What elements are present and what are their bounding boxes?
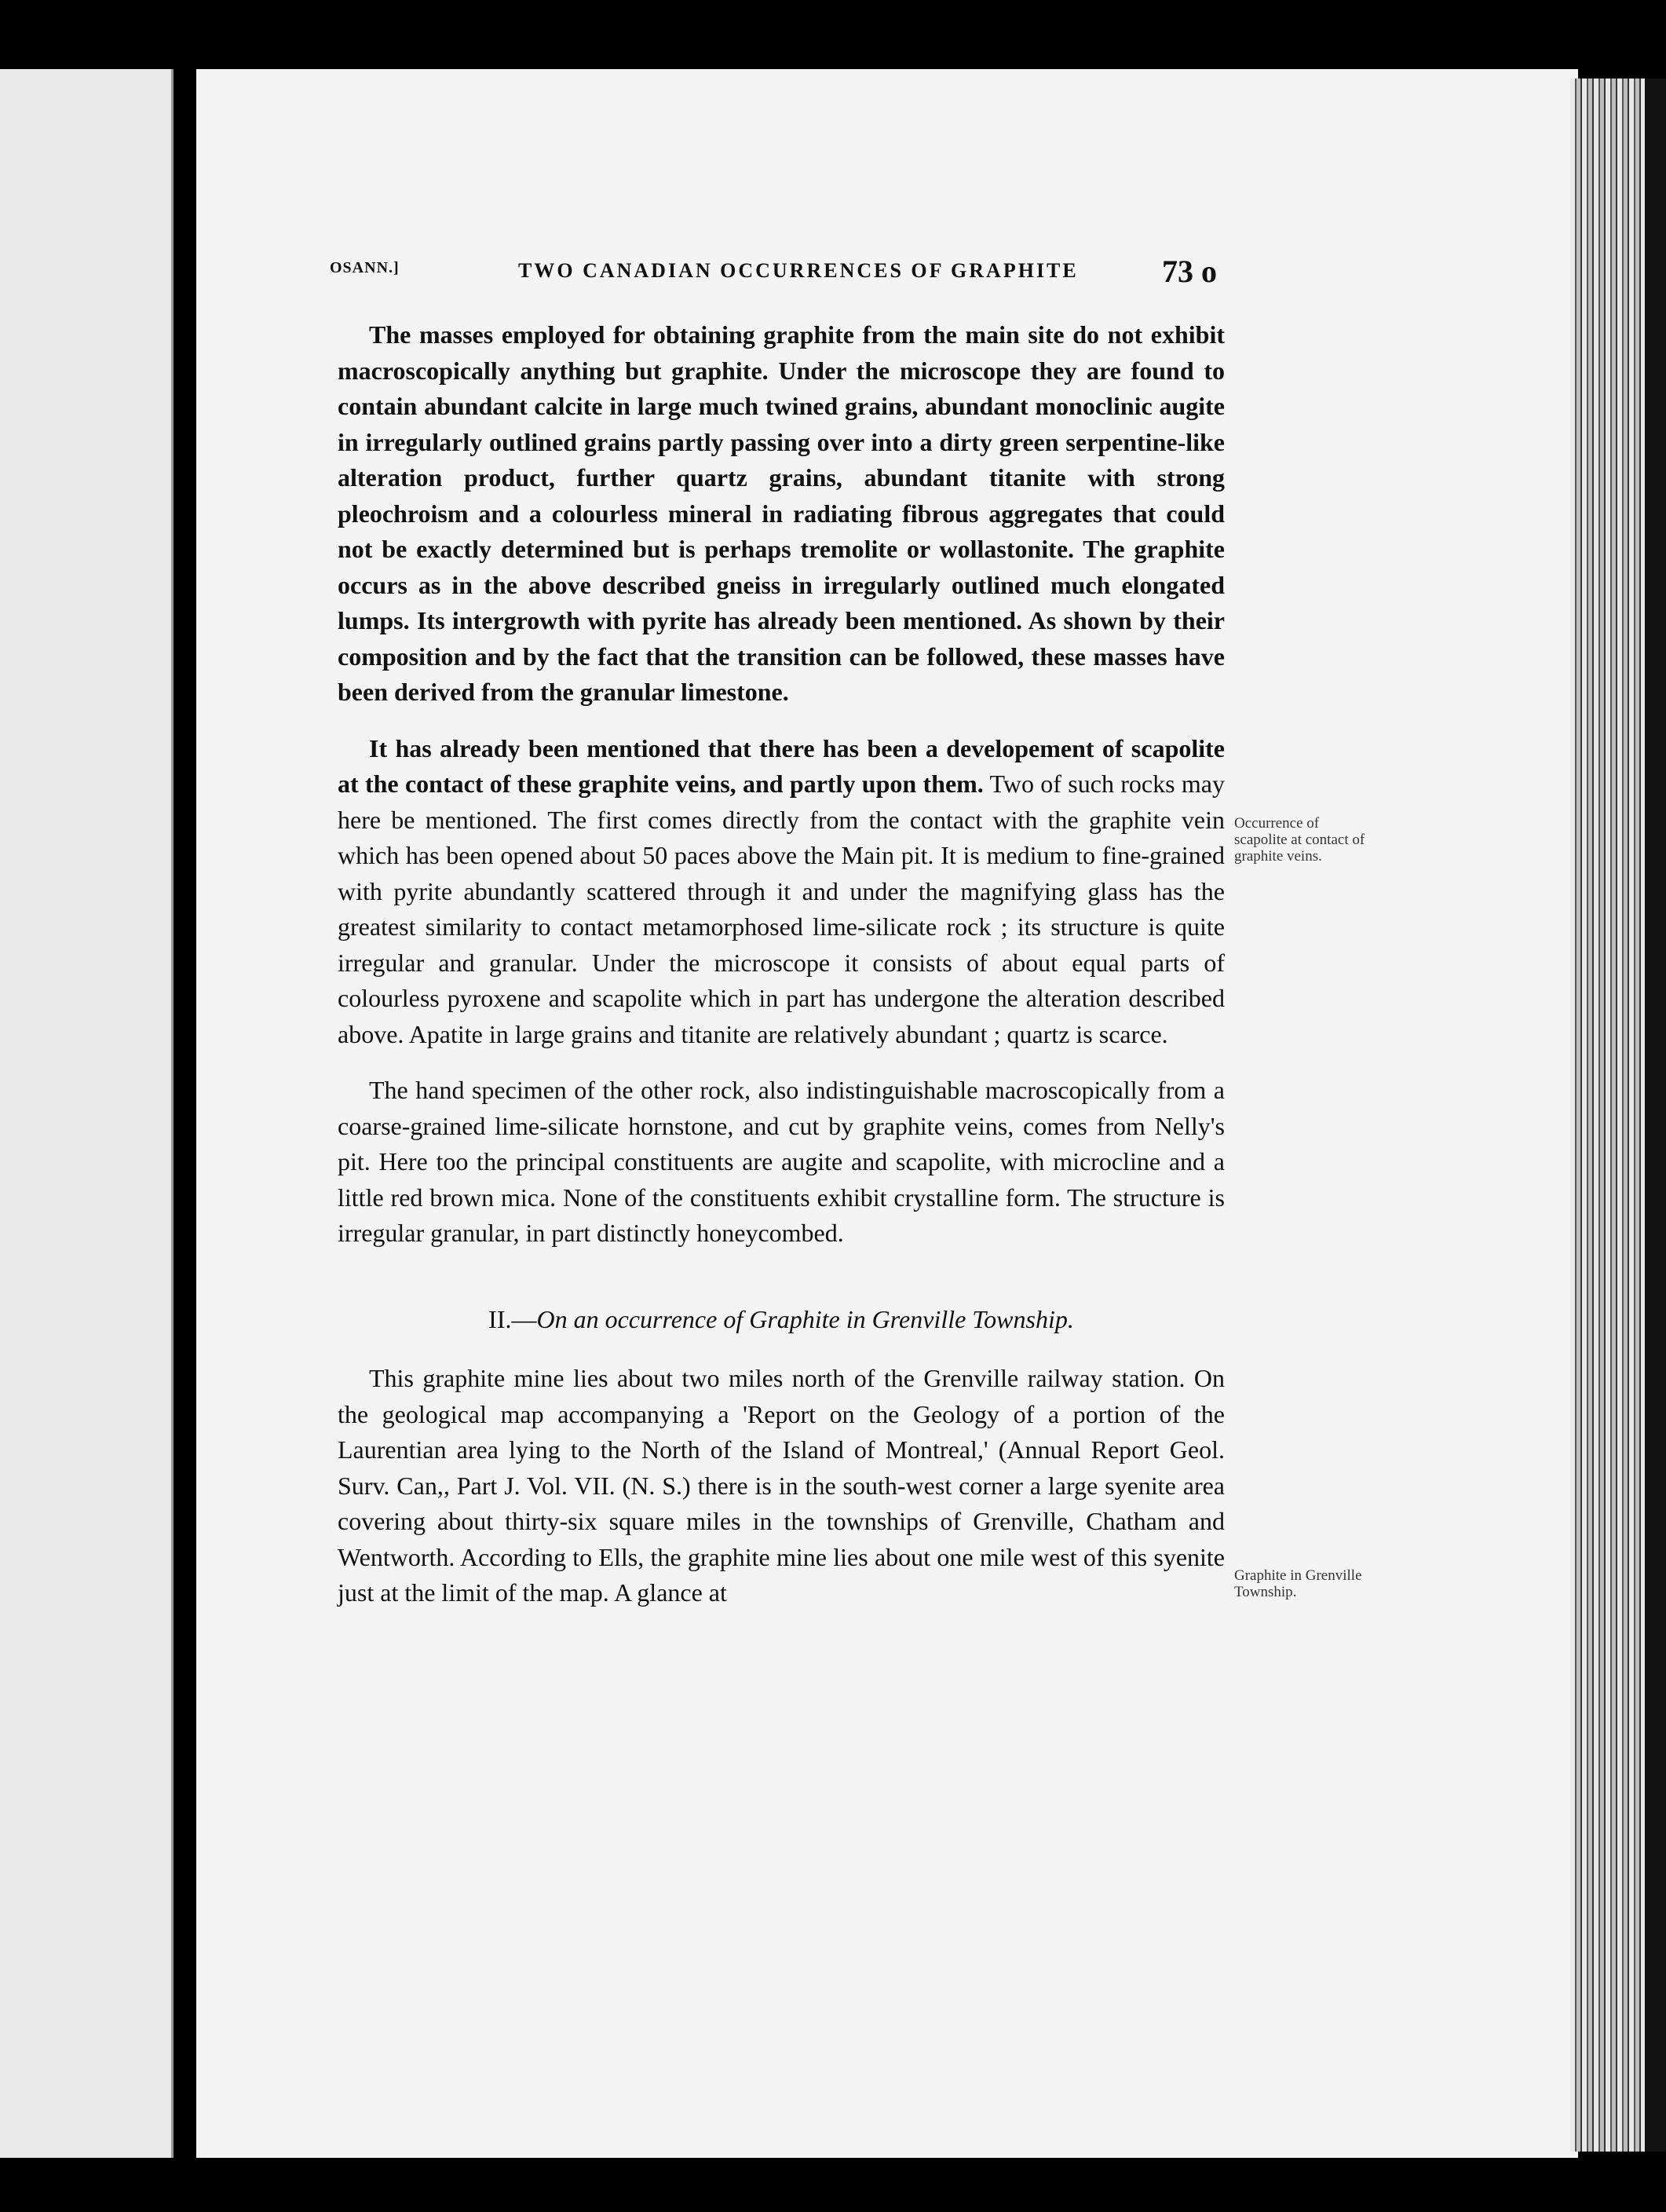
margin-note-scapolite: Occurrence of scapolite at contact of graphite veins.: [1234, 815, 1365, 865]
header-title: TWO CANADIAN OCCURRENCES OF GRAPHITE: [518, 259, 1079, 282]
section-numeral: II.—: [488, 1304, 537, 1333]
body-text: [338, 317, 1225, 1611]
page-number: 73 o: [1162, 254, 1217, 289]
running-header: [330, 253, 1233, 292]
header-author: OSANN.]: [330, 259, 400, 276]
facing-page-edge: [0, 69, 174, 2158]
paragraph-grenville: This graphite mine lies about two miles north of the Grenville railway station. On the geological map accompanying a 'Report on the Geology of a portion of the Laurentian area lying to the North of the Island of Montreal,' (Annual Report Geol. Surv. Can,, Part J. Vol. VII. (N. S.) there is in the south-west corner a large syenite area covering about thirty-six square miles in the townships of Grenville, Chatham and Wentworth. According to Ells, the graphite mine lies about one mile west of this syenite just at the limit of the map. A glance at: [338, 1364, 1225, 1607]
book-page-edges: [1570, 79, 1645, 2152]
section-title: On an occurrence of Graphite in Grenville Township.: [536, 1304, 1074, 1333]
margin-note-grenville: Graphite in Grenville Township.: [1234, 1567, 1362, 1600]
paragraph-scapolite-rest: Two of such rocks may here be mentioned. The first comes directly from the contact with the graphite vein which has been opened about 50 paces above the Main pit. It is medium to fine-grained with pyrite abundantly scattered through it and under the magnifying glass has the greatest similarity to contact metamorphosed lime-silicate rock ; its structure is quite irregular and granular. Under the microscope it consists of about equal parts of colourless pyroxene and scapolite which in part has undergone the alteration described above. Apatite in large grains and titanite are relatively abundant ; quartz is scarce.: [338, 770, 1226, 1048]
paragraph-scapolite-lead: It has already been mentioned that there has been a developement of scapolite at the contact of these graphite veins, and partly upon them.: [338, 733, 1225, 798]
paragraph-scapolite: [338, 731, 1225, 1053]
paragraph-hand-specimen: The hand specimen of the other rock, also indistinguishable macroscopically from a coarse-grained lime-silicate hornstone, and cut by graphite veins, comes from Nelly's pit. Here too the principal constituents are augite and scapolite, with microcline and a little red brown mica. None of the constituents exhibit crystalline form. The structure is irregular granular, in part distinctly honeycombed.: [338, 1076, 1225, 1247]
paragraph-masses: The masses employed for obtaining graphite from the main site do not exhibit macroscopically anything but graphite. Under the microscope they are found to contain abundant calcite in large much twined grains, abundant monoclinic augite in irregularly outlined grains partly passing over into a dirty green serpentine-like alteration product, further quartz grains, abundant titanite with strong pleochroism and a colourless mineral in radiating fibrous aggregates that could not be exactly determined but is perhaps tremolite or wollastonite. The graphite occurs as in the above described gneiss in irregularly outlined much elongated lumps. Its intergrowth with pyrite has already been mentioned. As shown by their composition and by the fact that the transition can be followed, these masses have been derived from the granular limestone.: [338, 320, 1225, 706]
section-heading: [338, 1302, 1225, 1338]
book-spine-shadow: [1645, 79, 1666, 2152]
